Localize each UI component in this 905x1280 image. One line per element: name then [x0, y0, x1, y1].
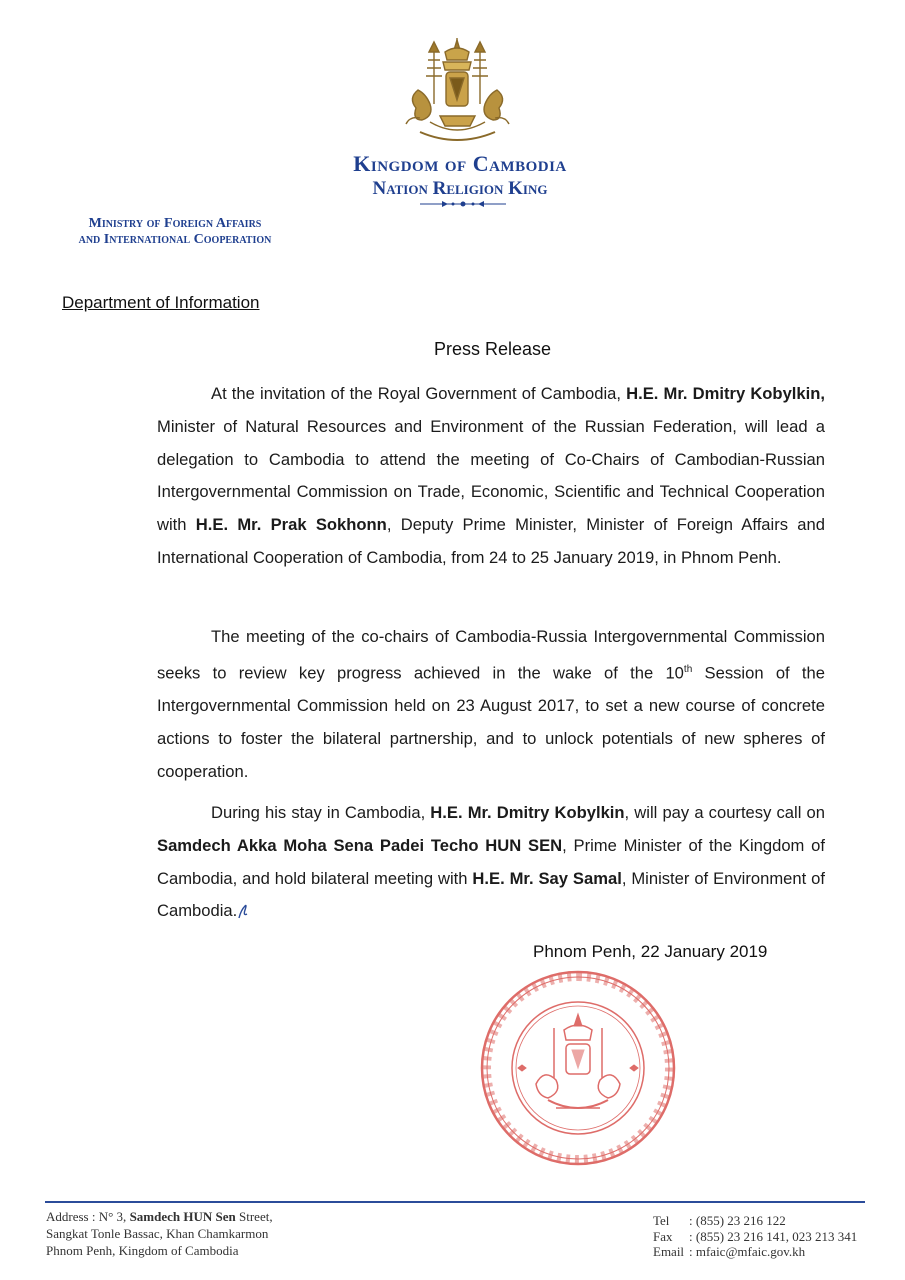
paragraph-1	[157, 378, 825, 575]
p3-text-e: , Prime Minister of the Kingdom of Cambodia, and hold bilateral meeting with	[157, 835, 825, 888]
ministry-line-1: Ministry of Foreign Affairs	[88, 216, 262, 231]
fax-label: Fax	[653, 1228, 673, 1244]
p3-name-kobylkin: H.E. Mr. Dmitry Kobylkin	[430, 803, 625, 822]
p1-text-e: , Deputy Prime Minister, Minister of Foreign Affairs and International Cooperation of Cambodia, from 24 to 25 January 2019, in Phnom Penh.	[157, 515, 825, 567]
p2-ordinal-suffix: th	[683, 663, 693, 675]
footer-address	[46, 1208, 273, 1259]
p3-name-say-samal: H.E. Mr. Say Samal	[472, 868, 622, 888]
p3-text-g: , Minister of Environment of Cambodia.	[157, 868, 825, 921]
dateline: Phnom Penh, 22 January 2019	[533, 942, 768, 961]
address-line-2: Sangkat Tonle Bassac, Khan Chamkarmon	[46, 1226, 269, 1241]
contact-email-row	[653, 1244, 857, 1260]
national-motto: Nation Religion King	[372, 178, 548, 199]
p1-text-c: Minister of Natural Resources and Environment of the Russian Federation, will lead a delegation to Cambodia to attend the meeting of Co-Chairs of Cambodian-Russian Intergovernmental Commission on Trade, Economic, Scientific and Technical Cooperation with	[157, 416, 825, 535]
document-title: Press Release	[433, 339, 552, 359]
p2-text-a: The meeting of the co-chairs of Cambodia-Russia Intergovernmental Commission seeks to review key progress achieved in the wake of the 10	[157, 627, 825, 683]
footer-contact	[653, 1213, 857, 1260]
initial-mark-icon	[237, 902, 249, 920]
paragraph-3	[157, 797, 825, 928]
p3-text-c: , will pay a courtesy call on	[624, 803, 825, 822]
fax-value: : (855) 23 216 141, 023 213 341	[689, 1228, 858, 1244]
address-street-name: Samdech HUN Sen	[129, 1209, 236, 1224]
address-line-3: Phnom Penh, Kingdom of Cambodia	[46, 1243, 239, 1258]
tel-label: Tel	[653, 1213, 670, 1228]
email-value: : mfaic@mfaic.gov.kh	[689, 1244, 806, 1259]
royal-coat-of-arms-emblem	[400, 38, 515, 148]
footer-divider	[45, 1201, 865, 1203]
department-heading: Department of Information	[62, 293, 260, 312]
ornamental-divider	[418, 199, 508, 209]
email-label: Email	[653, 1244, 685, 1259]
ministry-name	[30, 216, 320, 248]
contact-tel-row	[653, 1213, 857, 1229]
letterhead-kingdom	[300, 152, 620, 200]
address-suffix: Street,	[235, 1209, 273, 1224]
p1-name-kobylkin: H.E. Mr. Dmitry Kobylkin,	[626, 384, 825, 403]
p3-name-hun-sen: Samdech Akka Moha Sena Padei Techo HUN SEN	[157, 835, 563, 855]
p1-text-a: At the invitation of the Royal Government of Cambodia,	[211, 384, 627, 403]
p2-text-b: Session of the Intergovernmental Commission held on 23 August 2017, to set a new course of concrete actions to foster the bilateral partnership, and to unlock potentials of new spheres of cooperation.	[157, 663, 825, 781]
kingdom-title: Kingdom of Cambodia	[353, 151, 567, 176]
ministry-seal-stamp	[478, 968, 678, 1168]
tel-value: : (855) 23 216 122	[689, 1213, 786, 1228]
p3-text-a: During his stay in Cambodia,	[211, 803, 431, 822]
address-prefix: Address : N° 3,	[46, 1209, 130, 1224]
paragraph-2	[157, 621, 825, 789]
p1-name-sokhonn: H.E. Mr. Prak Sokhonn	[195, 515, 387, 535]
ministry-line-2: and International Cooperation	[78, 232, 272, 247]
contact-fax-row	[653, 1229, 857, 1245]
